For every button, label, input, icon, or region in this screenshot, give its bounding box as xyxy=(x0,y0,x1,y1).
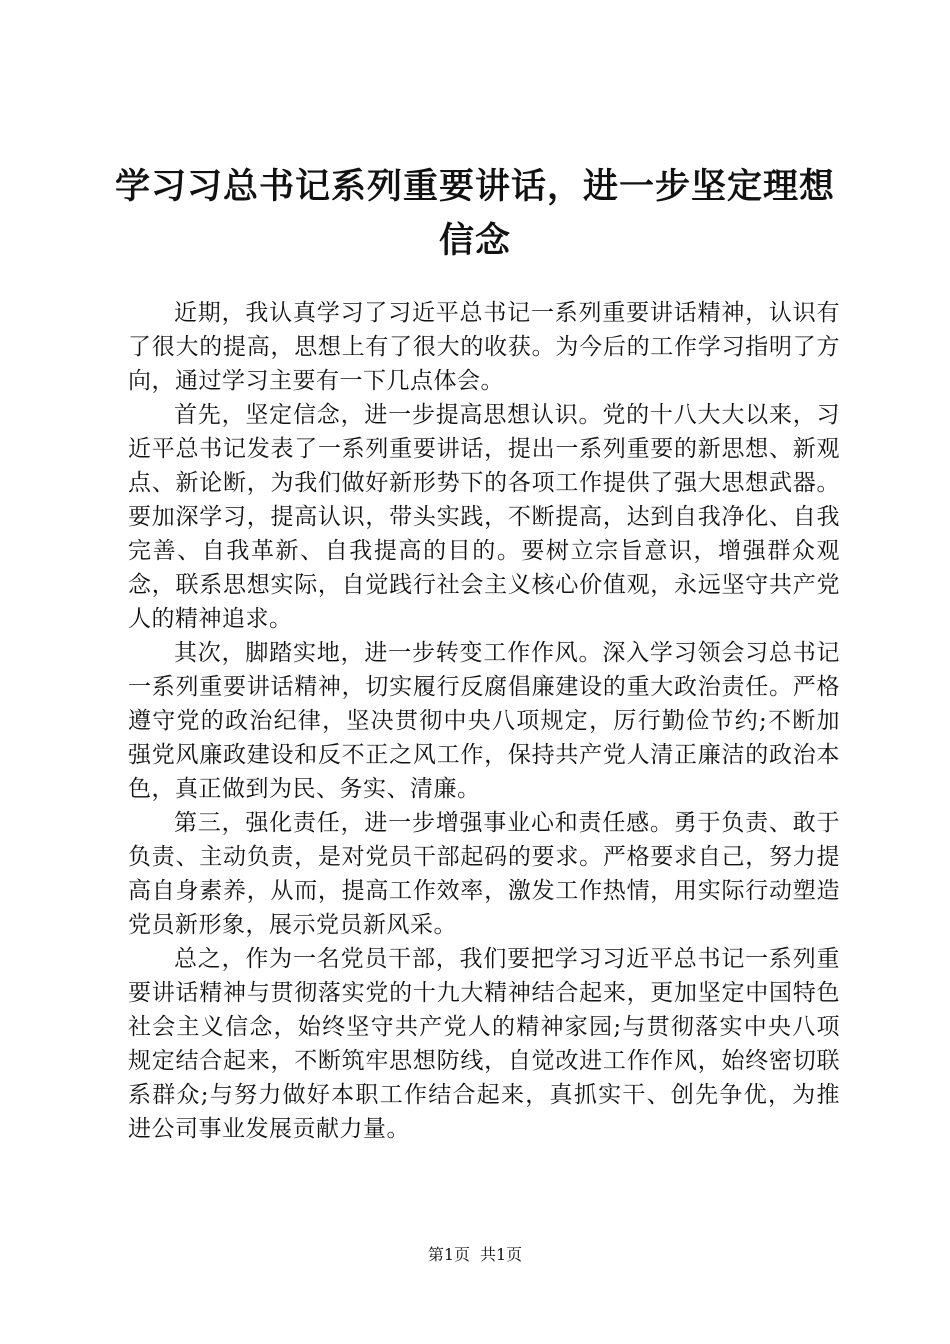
page-total: 共1页 xyxy=(480,1245,523,1264)
paragraph-first-point: 首先，坚定信念，进一步提高思想认识。党的十八大大以来，习近平总书记发表了一系列重要讲话，提出一系列重要的新思想、新观点、新论断，为我们做好新形势下的各项工作提供了强大思想武器。要加深学习，提高认识，带头实践，不断提高，达到自我净化、自我完善、自我革新、自我提高的目的。要树立宗旨意识，增强群众观念，联系思想实际，自觉践行社会主义核心价值观，永远坚守共产党人的精神追求。 xyxy=(128,402,840,632)
document-title: 学习习总书记系列重要讲话，进一步坚定理想信念 xyxy=(114,167,835,261)
page-number: 第1页 xyxy=(427,1245,470,1264)
page-footer xyxy=(0,1242,950,1265)
document-body xyxy=(128,296,840,1146)
paragraph-third-point: 第三，强化责任，进一步增强事业心和责任感。勇于负责、敢于负责、主动负责，是对党员干部起码的要求。严格要求自己，努力提高自身素养，从而，提高工作效率，激发工作热情，用实际行动塑造党员新形象，展示党员新风采。 xyxy=(128,810,840,938)
paragraph-second-point: 其次，脚踏实地，进一步转变工作作风。深入学习领会习总书记一系列重要讲话精神，切实履行反腐倡廉建设的重大政治责任。严格遵守党的政治纪律，坚决贯彻中央八项规定，厉行勤俭节约;不断加强党风廉政建设和反不正之风工作，保持共产党人清正廉洁的政治本色，真正做到为民、务实、清廉。 xyxy=(128,640,840,802)
paragraph-intro: 近期，我认真学习了习近平总书记一系列重要讲话精神，认识有了很大的提高，思想上有了很大的收获。为今后的工作学习指明了方向，通过学习主要有一下几点体会。 xyxy=(128,300,840,394)
paragraph-conclusion: 总之，作为一名党员干部，我们要把学习习近平总书记一系列重要讲话精神与贯彻落实党的十九大精神结合起来，更加坚定中国特色社会主义信念，始终坚守共产党人的精神家园;与贯彻落实中央八项规定结合起来，不断筑牢思想防线，自觉改进工作作风，始终密切联系群众;与努力做好本职工作结合起来，真抓实干、创先争优，为推进公司事业发展贡献力量。 xyxy=(128,946,840,1142)
